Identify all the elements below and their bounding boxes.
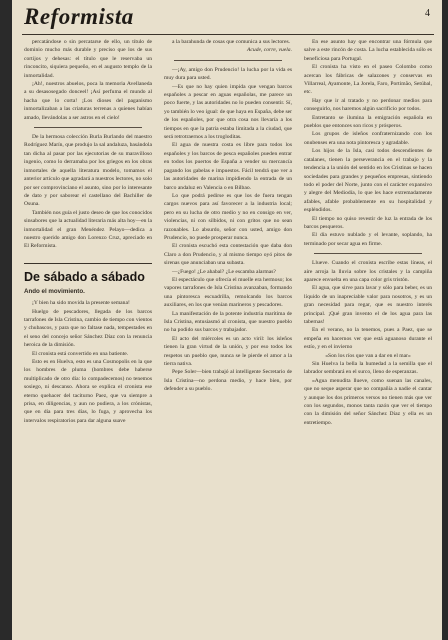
masthead xyxy=(22,4,434,35)
paragraph: Hay que ir al tratado y no perdonar medios para conseguirlo, nos haremos algún sacrificio por todos. xyxy=(304,97,432,113)
paragraph: Los grupos de isleños confraternizando con los onubenses era una nota pintoresca y agradable. xyxy=(304,131,432,146)
paragraph: Llueve. Cuando el cronista escribe estas líneas, el aire arroja la lluvia sobre los cristales y la campiña aparece envuelta en una capa color gris tristón. xyxy=(304,260,432,283)
paragraph: Esto es en Huelva, esto es una Cosmopolis en la que los hombres de pluma (hombres debe haberse multiplicado de otro día: lo compadecemos) no tenemos sosiego, ni descanso. Ahora se explica el cronista ese eterno quehacer del taciturno Paez, que va siempre a prisa, en diligencias, y aun no pudiera, a los crónistas, que en día para tres días, lo fuga, y aprovecha los intervalos respiratorios para dar alguna suave xyxy=(24,359,152,424)
paragraph: El día estuvo nublado y el levante, soplando, ha terminado por secar agua en firme. xyxy=(304,232,432,247)
paragraph: También nos guía el justo deseo de que los conocidos sinsabores que la actualidad literaria más alta hoy—en la inmortalidad el gran Menéndez Pelayo—dedica a nuestro querido amigo don Lorenzo Cruz, apreciado en El Reformista. xyxy=(24,209,152,250)
divider xyxy=(174,60,282,61)
paragraph: ¡Ah!, nuestros abuelos, poca la memoria Avellaneda a su desasosegado donceel! ¡Así perfuma el mundo al hacha que lo corta! ¡Los dioses del paganismo inmortalizaban a las criaturas terrenas a quienes habían amado, llevándolas a ser astros en el cielo! xyxy=(24,81,152,121)
paragraph: —¿Fuego! ¿Le ahabal? ¿Le escamba alarmas? xyxy=(172,268,276,275)
paragraph: percatándose o sin percatarse de ello, un título de dominio mucho más durable y preciso que los de sus cortijos y dehesas: el título que le reservaba un rinconcito, siquiera pequeño, en el augusto templo de la inmortalidad. xyxy=(24,39,152,79)
paragraph: Pepe Soler—bien trabajó al intelligente Secretario de Isla Cristina—no perdona medio, y hace bien, por defender a su pueblo. xyxy=(164,369,292,393)
paragraph: Sin Huelva la bella la humedad a la semilla que el labrador sembrará en el surco, lleno de esperanzas. xyxy=(304,361,432,376)
divider xyxy=(314,253,422,254)
paragraph: a la barahunda de cosas que comunica a sus lectores. xyxy=(172,39,291,45)
paragraph: ¡Y bien ha sido movida la presente semana! xyxy=(32,300,130,307)
paragraph: El acto del miércoles es un acto viril: los isleños tienen la gran virtud de la unión, y por eso todos los respetos un pueblo que, nunca se le pierde el amor a la tierra nativa. xyxy=(164,335,292,368)
paragraph: —Es que no hay quien impida que vengan barcos españoles a pescar en aguas españolas, me parece un poco fuerte, y las autoridades no lo pueden consentir. Sí, yo también lo veo igual: de que haya en España, debe ser de los españoles, por que otra cosa nos llevaría a los tiempos en que la patria estaba limitada a la ciudad, que será retrotraernos a los trogloditas. xyxy=(164,83,292,141)
subhead: Ando el movimiento. xyxy=(24,287,85,295)
paragraph: Lo que podrá pedirse es que los de fuera tengan cargos nuevos para así favorecer a la industria local; pero en su lucha de otro medio y no en consigo en ver, violencias, ni con silbidos, ni con gritos que no sean razonables. Lo absurdo, señor con usted, amigo don Prudencio, no puede prosperar nunca. xyxy=(164,192,292,241)
paragraph: Los hijos de la Isla, casi todos descendientes de catalanes, tienen la perseverancia en el trabajo y la tendencia a la unión del sentido en los Cristinas se hacen sociedades para grandes y pequeños empresas, sintiendo todo el poder del Norte, junto con el carácter expansivo y alegre del Mediodía, lo que les hace extremadamente afables, afable probablemente en su hospitalidad y espléndidos. xyxy=(304,148,432,214)
paragraph: En ese asunto hay que encontrar una fórmula que salve a este rincón de costa. La lucha establecida sólo es beneficiosa para Portugal. xyxy=(304,39,432,62)
paragraph: El cronista escuchó esta contestación que daba don Claro a don Prudencio, y al mismo tiempo oyó pitos de sirenas que anunciaban una subasta. xyxy=(164,243,292,267)
newspaper-page xyxy=(12,0,442,640)
column-2 xyxy=(164,38,292,394)
column-1 xyxy=(24,38,152,425)
paragraph: En el verano, no la tenemos, pues a Paez, que se empeña en hacernos ver que está aguanoso durante el estío, y en el invierno xyxy=(304,327,432,351)
paragraph: Huelgo de pescadores, llegada de los barcos tarrafones de Isla Cristina, cambio de tiempo con vientos y chubascos, y para que no faltase nada, tempestades en el seno del concejo señor Sánchez Díaz con la renuncia heroica de la dimisión. xyxy=(24,308,152,349)
paragraph: —¡Ay, amigo don Prudencio! la lucha por la vida es muy dura para usted. xyxy=(164,66,292,82)
paragraph: «Agua menudita llueve, como suenan las canales, que no seque asperar que no compañía a nadie el cantar y aunque los dos primeros versos no tienen más que ver con los segundos, monos tanta razón que ver el tiempo con la dimisión del señor Sánchez Díaz y ella es un entretiempo. xyxy=(304,377,432,426)
newspaper-title: Reformista xyxy=(24,4,134,29)
divider xyxy=(34,127,142,128)
paragraph: Acude, corre, vuela. xyxy=(247,47,292,54)
paragraph: La manifestación de la potente industria marítima de Isla Cristina, entusiasmó al cronista, que nuestro pueblo no ha podido sus barcos y trabajador. xyxy=(164,310,292,334)
paragraph: De la hermosa colección Burla Burlando del maestro Rodríguez Marín, que produjo la sal andaluza, basándola tan dicha al pasar por las ejecutorias de su maravilloso ingenio, como lo derramaba por los griegos en los obras inmortales de aquella literatura modelo, tomamos el anterior artículo que agradará a nuestros lectores, no solo por ser comprovinciano el asunto, sino por lo interesante de dato y por saborear el castellano del Bachiller de Osuna. xyxy=(24,134,152,208)
verse: «Son los ríos que van a dar en el mar» xyxy=(325,352,411,359)
page-number: 4 xyxy=(425,8,430,19)
paragraph: El tiempo no quiso revestir de luz la entrada de los barcos pesqueros. xyxy=(304,215,432,230)
paragraph: El agua de nuestra costa es libre para todos los españoles y los barcos de pesca españoles pueden entrar en todos los puertos de España a vender su mercancía pagando los gabelas e impuestos. Fácil tendrá que ver a las autoridades de marina impidiendo la entrada de un barco andaluz en Valencia o en Bilbao. xyxy=(164,142,292,191)
paragraph: El agua, que sirve para lavar y sólo para beber, es un líquido de un inapreciable valor para nosotros, y es un gran necesidad para regar, que es nuestro interés principal. ¡Qué gran invento el de los agua para las tabernas! xyxy=(304,285,432,325)
paragraph: Entretanto se ilumina la emigración española en pueblos que entonces son ricos y prósperos. xyxy=(304,114,432,130)
paragraph: El espectáculo que ofrecía el muelle era hermoso; los vapores tarrafones de Isla Cristina avanzaban, formando una pintoresca escuadrilla, remolcando los barcos auxiliares, en los que venían marineros y pescadores. xyxy=(164,276,292,309)
section-title: De sábado a sábado xyxy=(24,263,152,284)
column-3 xyxy=(304,38,432,427)
paragraph: El cronista ha visto en el paseo Colombo como acercan los fábricas de salazones y conservas en Villarreal, Ayamonte, La Jorela, Faro, Portimão, Setúbal, etc. xyxy=(304,64,432,96)
paragraph: El cronista está convertido en una batiente. xyxy=(32,350,129,357)
